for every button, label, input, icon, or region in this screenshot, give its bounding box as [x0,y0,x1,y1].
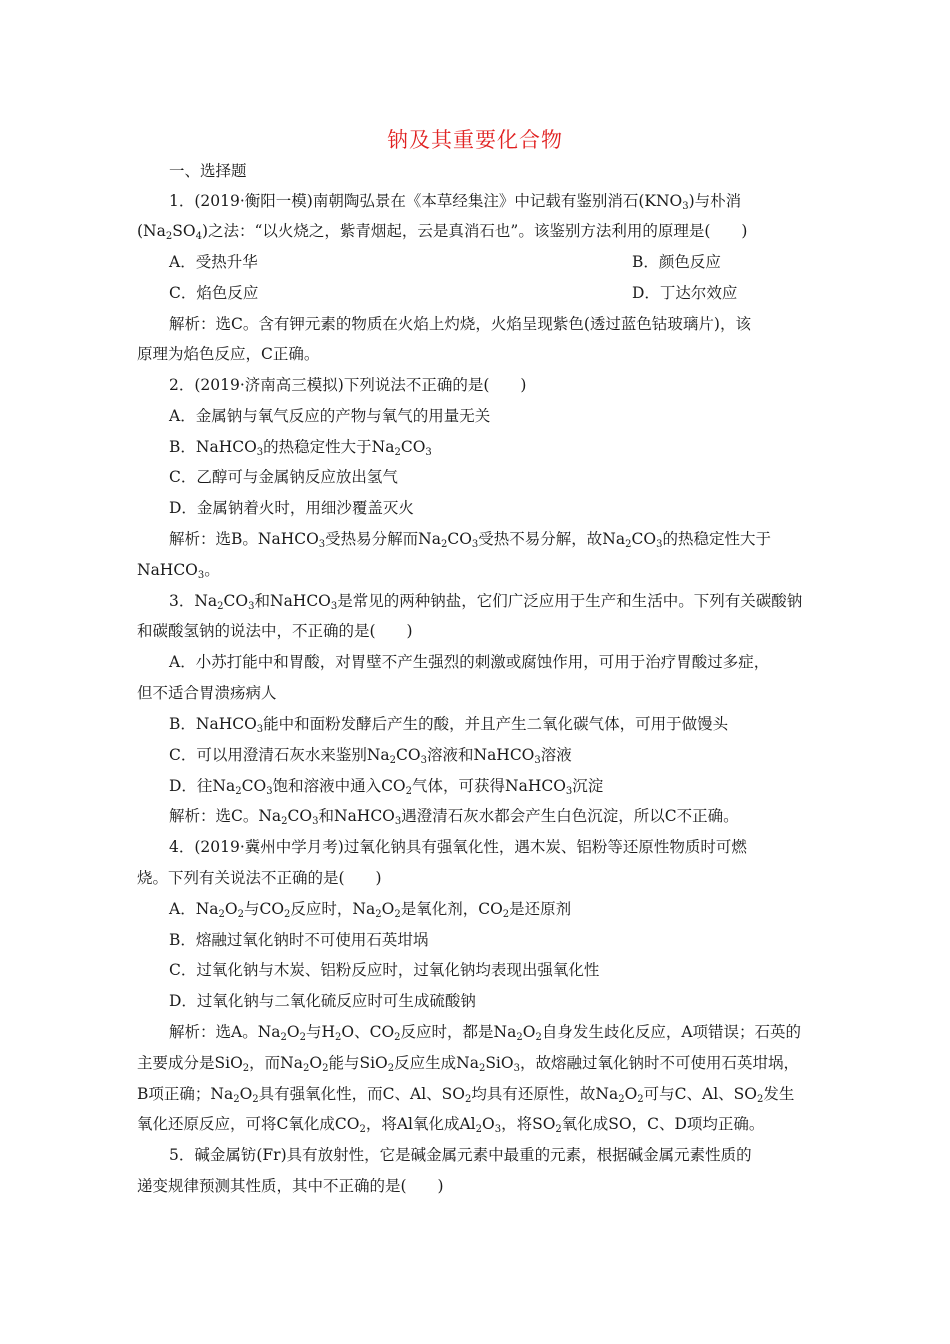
q4-stem-line-1: 4．(2019·冀州中学月考)过氧化钠具有强氧化性，遇木炭、铝粉等还原性物质时可燃 [169,838,747,856]
q1-options-row-2 [169,282,849,304]
q2-option-c: C．乙醇可与金属钠反应放出氢气 [169,468,398,486]
q1-stem-line-2: $(Na_2SO_4)$之法：“以火烧之，紫青烟起，云是真消石也”。该鉴别方法利用的原理是( ) [137,222,748,242]
q2-answer-line-1: 解析：选B。NaHCO$_3$受热易分解而$Na_2CO_3$受热不易分解，故$Na_2CO_3$的热稳定性大于 [169,530,771,550]
q2-stem: 2．(2019·济南高三模拟)下列说法不正确的是( ) [169,376,527,394]
q1-option-a: A．受热升华 [169,253,258,271]
q1-option-c: C．焰色反应 [169,284,259,302]
q1-answer-line-2: 原理为焰色反应，C正确。 [137,345,320,363]
q4-stem-line-2: 烧。下列有关说法不正确的是( ) [137,869,382,887]
q4-option-b: B．熔融过氧化钠时不可使用石英坩埚 [169,931,429,949]
q3-answer: 解析：选C。$Na_2CO_3$和NaHCO$_3$遇澄清石灰水都会产生白色沉淀，所以C不正确。 [169,807,739,827]
q4-answer-line-4: 氧化还原反应，可将C氧化成$CO_2$，将Al氧化成$Al_2O_3$，将$SO_2$氧化成SO，C、D项均正确。 [137,1115,765,1135]
q4-answer-line-3: B项正确；$Na_2O_2$具有强氧化性，而C、Al、$SO_2$均具有还原性，故$Na_2O_2$可与C、Al、$SO_2$发生 [137,1085,795,1105]
q4-answer-line-1: 解析：选A。$Na_2O_2$与$H_2O$、$CO_2$反应时，都是$Na_2O_2$自身发生歧化反应，A项错误；石英的 [169,1023,802,1043]
q2-option-b: B．NaHCO$_3$的热稳定性大于$Na_2CO_3$ [169,438,432,458]
q3-stem-line-2: 和碳酸氢钠的说法中，不正确的是( ) [137,622,413,640]
q1-option-d: D．丁达尔效应 [632,284,738,302]
section-heading: 一、选择题 [169,162,247,180]
q4-option-a: A．$Na_2O_2$与$CO_2$反应时，$Na_2O_2$是氧化剂，$CO_2$是还原剂 [169,900,572,920]
q1-options-row-1 [169,251,849,273]
q3-option-a-line-1: A．小苏打能中和胃酸，对胃壁不产生强烈的刺激或腐蚀作用，可用于治疗胃酸过多症， [169,653,770,671]
document-title: 钠及其重要化合物 [387,128,563,152]
q5-stem-line-2: 递变规律预测其性质，其中不正确的是( ) [137,1177,444,1195]
q3-option-c: C．可以用澄清石灰水来鉴别$Na_2CO_3$溶液和NaHCO$_3$溶液 [169,746,572,766]
q2-answer-line-2: NaHCO$_3$。 [137,561,220,581]
q4-answer-line-2: 主要成分是SiO$_2$，而$Na_2O_2$能与SiO$_2$反应生成$Na_2SiO_3$，故熔融过氧化钠时不可使用石英坩埚， [137,1054,799,1074]
q1-stem-line-1: 1．(2019·衡阳一模)南朝陶弘景在《本草经集注》中记载有鉴别消石$(KNO_3)$与朴消 [169,192,742,212]
q1-option-b: B．颜色反应 [632,253,721,271]
q4-option-c: C．过氧化钠与木炭、铝粉反应时，过氧化钠均表现出强氧化性 [169,961,600,979]
q1-answer-line-1: 解析：选C。含有钾元素的物质在火焰上灼烧，火焰呈现紫色(透过蓝色钴玻璃片)，该 [169,315,751,333]
q4-option-d: D．过氧化钠与二氧化硫反应时可生成硫酸钠 [169,992,476,1010]
q3-option-a-line-2: 但不适合胃溃疡病人 [137,684,277,702]
q2-option-d: D．金属钠着火时，用细沙覆盖灭火 [169,499,414,517]
q2-option-a: A．金属钠与氧气反应的产物与氧气的用量无关 [169,407,491,425]
q5-stem-line-1: 5．碱金属钫(Fr)具有放射性，它是碱金属元素中最重的元素，根据碱金属元素性质的 [169,1146,752,1164]
q3-option-d: D．往$Na_2CO_3$饱和溶液中通入$CO_2$气体，可获得NaHCO$_3$沉淀 [169,777,604,797]
q3-stem-line-1: 3．$Na_2CO_3$和NaHCO$_3$是常见的两种钠盐，它们广泛应用于生产和生活中。下列有关碳酸钠 [169,592,803,612]
q3-option-b: B．NaHCO$_3$能中和面粉发酵后产生的酸，并且产生二氧化碳气体，可用于做馒头 [169,715,729,735]
